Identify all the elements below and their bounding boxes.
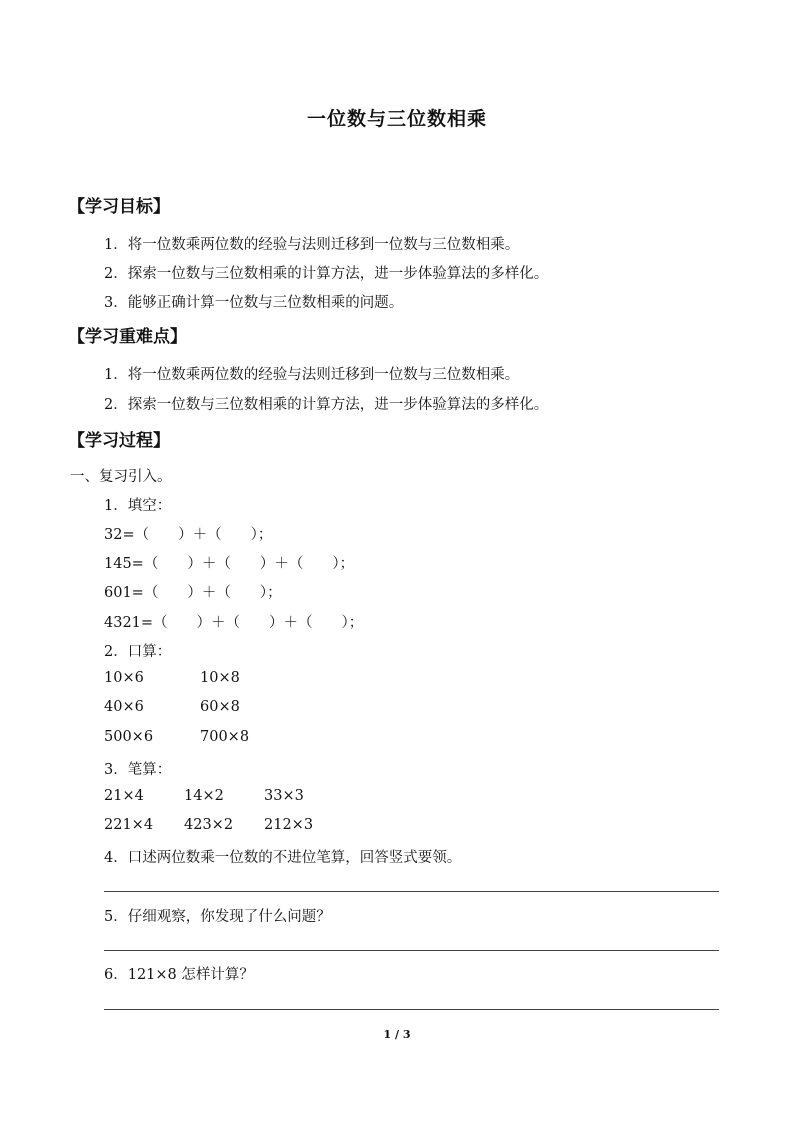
written-calc-cell: 14×2 <box>184 788 224 804</box>
question-text: 4．口述两位数乘一位数的不进位笔算，回答竖式要领。 <box>104 850 462 866</box>
fill-blank-line: 32=（ ）＋（ ）； <box>104 527 273 543</box>
mental-math-cell: 40×6 <box>104 699 144 715</box>
section-heading-key-points: 【学习重难点】 <box>68 327 187 347</box>
section-heading-goals: 【学习目标】 <box>68 197 170 217</box>
goal-item: 3．能够正确计算一位数与三位数相乘的问题。 <box>104 295 404 311</box>
written-calc-cell: 423×2 <box>184 817 234 833</box>
written-calc-cell: 21×4 <box>104 788 144 804</box>
question-label: 1．填空： <box>104 498 172 514</box>
part-heading: 一、复习引入。 <box>70 469 172 485</box>
key-point-item: 1．将一位数乘两位数的经验与法则迁移到一位数与三位数相乘。 <box>104 367 520 383</box>
question-text: 5．仔细观察，你发现了什么问题？ <box>104 909 331 925</box>
answer-line <box>104 950 719 951</box>
fill-blank-line: 601=（ ）＋（ ）； <box>104 585 282 601</box>
mental-math-cell: 500×6 <box>104 729 154 745</box>
answer-line <box>104 891 719 892</box>
mental-math-cell: 700×8 <box>200 729 250 745</box>
written-calc-cell: 212×3 <box>264 817 314 833</box>
mental-math-cell: 10×8 <box>200 670 240 686</box>
mental-math-cell: 60×8 <box>200 699 240 715</box>
goal-item: 1．将一位数乘两位数的经验与法则迁移到一位数与三位数相乘。 <box>104 237 520 253</box>
answer-line <box>104 1009 719 1010</box>
written-calc-cell: 33×3 <box>264 788 304 804</box>
question-label: 2．口算： <box>104 644 172 660</box>
question-text: 6．121×8 怎样计算？ <box>104 967 254 983</box>
question-label: 3．笔算： <box>104 762 172 778</box>
written-calc-cell: 221×4 <box>104 817 154 833</box>
key-point-item: 2．探索一位数与三位数相乘的计算方法，进一步体验算法的多样化。 <box>104 397 549 413</box>
fill-blank-line: 4321=（ ）＋（ ）＋（ ）； <box>104 615 364 631</box>
mental-math-cell: 10×6 <box>104 670 144 686</box>
section-heading-process: 【学习过程】 <box>68 431 170 451</box>
page-title: 一位数与三位数相乘 <box>306 108 487 130</box>
page-number: 1 / 3 <box>383 1028 411 1041</box>
fill-blank-line: 145=（ ）＋（ ）＋（ ）； <box>104 556 355 572</box>
goal-item: 2．探索一位数与三位数相乘的计算方法，进一步体验算法的多样化。 <box>104 266 549 282</box>
